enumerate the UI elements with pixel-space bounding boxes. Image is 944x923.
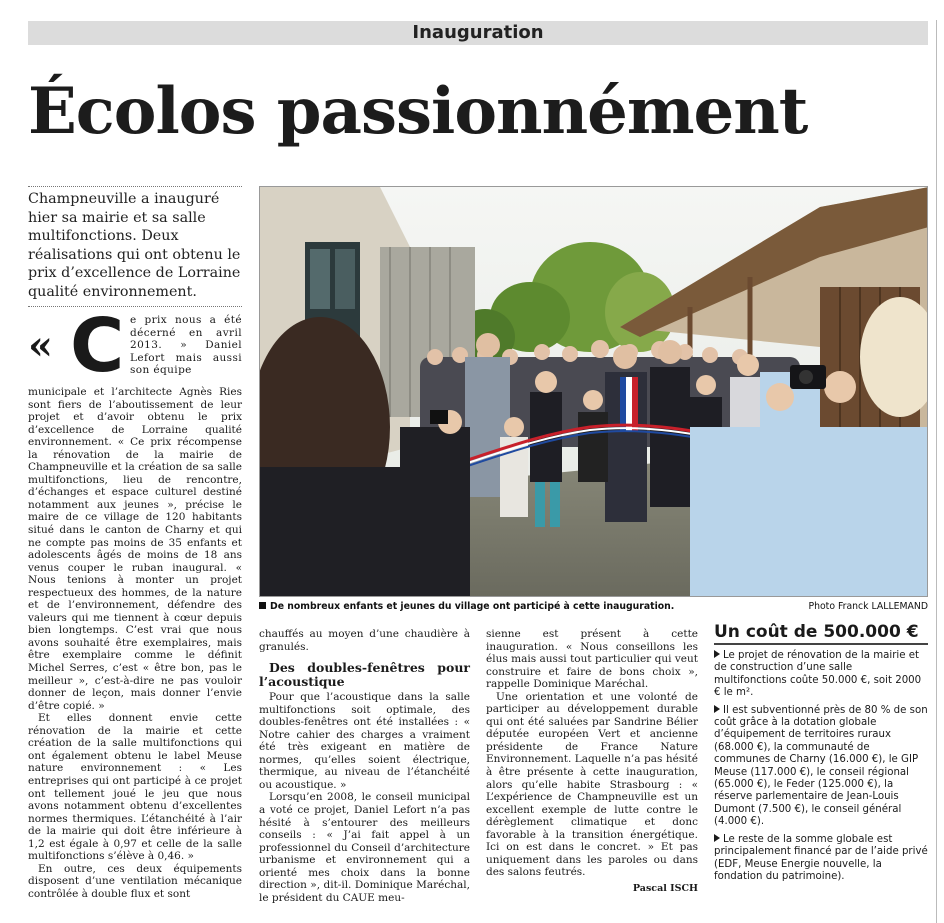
photo-credit: Photo Franck LALLEMAND [808, 601, 928, 612]
paragraph: chauffés au moyen d’une chaudière à granulés. [259, 628, 470, 653]
lead-opening: e prix nous a été décerné en avril 2013. » Daniel Lefort mais aussi son équipe [130, 314, 242, 377]
author-signature: Pascal ISCH [632, 882, 698, 894]
article-column-1 [28, 386, 242, 900]
intro-standfirst: Champneuville a inauguré hier sa mairie et sa salle multifonctions. Deux réalisations qui ont obtenu le prix d’excellence de Lorraine qualité environnement. [28, 186, 242, 301]
paragraph: Une orientation et une volonté de participer au développement durable qui ont été saluées par Sandrine Bélier députée européen Vert et ancienne présidente de France Nature Environnement. Laquelle n’a pas hésité à être présente à cette inauguration, alors qu’elle habite Strasbourg : « L’expérience de Champneuville est un excellent exemple de lutte contre le dérèglement climatique et donc favorable à la transition énergétique. Ici on est dans le concret. » Et pas uniquement dans les paroles ou dans des salons feutrés. [486, 690, 698, 879]
event-photo [259, 186, 928, 597]
page-edge-rule [936, 20, 937, 923]
triangle-bullet-icon [714, 650, 720, 658]
box-item: Le projet de rénovation de la mairie et de construction d’une salle multifonctions coûte 50.000 €, soit 2000 € le m². [714, 650, 922, 699]
triangle-bullet-icon [714, 705, 720, 713]
caption-bullet-icon [259, 602, 266, 609]
triangle-bullet-icon [714, 834, 720, 842]
lead-block [28, 303, 242, 389]
intro-divider [28, 306, 242, 307]
box-item: Il est subventionné près de 80 % de son coût grâce à la dotation globale d’équipement de territoires ruraux (68.000 €), la communauté de communes de Charny (16.000 €), le GIP Meuse (117.000 €), le conseil régional (65.000 €), le Feder (125.000 €), la réserve parlementaire de Jean-Louis Dumont (7.500 €), le conseil général (4.000 €). [714, 704, 928, 828]
opening-quote: « [28, 322, 53, 369]
paragraph: Pour que l’acoustique dans la salle multifonctions soit optimale, des doubles-fenêtres ont été installées : « Notre cahier des charges a vraiment été très exigeant en matière de normes, qu’elles soient électrique, thermique, au niveau de l’étanchéité ou acoustique. » [259, 691, 470, 791]
article-column-2 [259, 628, 470, 904]
ribbon-cutting-photo [260, 187, 928, 597]
photo-caption [259, 601, 928, 613]
paragraph: Et elles donnent envie cette rénovation de la mairie et cette création de la salle multifonctions qui ont également obtenu le label Meuse nature environnement : « Les entreprises qui ont participé à ce projet ont tellement joué le jeu que nous avons notamment obtenu d’excellentes normes thermiques. L’étanchéité à l’air de la mairie qui doit être inférieure à 1,2 est égale à 0,97 et celle de la salle multifonctions s’élève à 0,46. » [28, 712, 242, 863]
paragraph: En outre, ces deux équipements disposent d’une ventilation mécanique contrôlée à double flux et sont [28, 862, 242, 900]
lead-continuation: municipale et l’architecte Agnès Ries sont fiers de l’aboutissement de leur projet et d’avoir obtenu le prix d’excellence de Lorraine qualité environnement. « Ce prix récompense la rénovation de la mairie de Champneuville et la création de sa salle multifonctions, lieu de rencontre, d’échanges et espace culturel destiné notamment aux jeunes », précise le maire de ce village de 120 habitants situé dans le canton de Charny et qui ne compte pas moins de 35 enfants et adolescents âgés de moins de 18 ans venus couper le ruban inaugural. « Nous tenions à monter un projet respectueux des hommes, de la nature et de l’environnement, défendre des valeurs qui me tiennent à cœur depuis bien longtemps. C’est vrai que nous avons souhaité être exemplaires, mais être exemplaire comme le définit Michel Serres, c’est « être bon, pas le meilleur », c’est-à-dire ne pas vouloir donner de leçon, mais donner l’envie d’être copié. » [28, 386, 242, 712]
cost-box [714, 650, 928, 888]
article-column-3 [486, 628, 698, 895]
box-item: Le reste de la somme globale est principalement financé par de l’aide privé (EDF, Meuse Energie nouvelle, la fondation du patrimoine). [714, 833, 928, 882]
section-kicker: Inauguration [28, 21, 928, 45]
subheading: Des doubles-fenêtres pour l’acoustique [259, 660, 470, 690]
box-title: Un coût de 500.000 € [714, 621, 928, 645]
caption-text: De nombreux enfants et jeunes du village ont participé à cette inauguration. [270, 601, 675, 612]
paragraph: sienne est présent à cette inauguration. « Nous conseillons les élus mais aussi tout particulier qui veut construire et faire de bons choix », rappelle Dominique Maréchal. [486, 628, 698, 691]
drop-cap: C [70, 303, 125, 389]
headline: Écolos passionnément [28, 74, 808, 149]
paragraph: Lorsqu’en 2008, le conseil municipal a voté ce projet, Daniel Lefort n’a pas hésité à s’entourer des meilleurs conseils : « J’ai fait appel à un professionnel du Conseil d’architecture urbanisme et environnement qui a orienté mes choix dans la bonne direction », dit-il. Dominique Maréchal, le président du CAUE meu- [259, 791, 470, 904]
